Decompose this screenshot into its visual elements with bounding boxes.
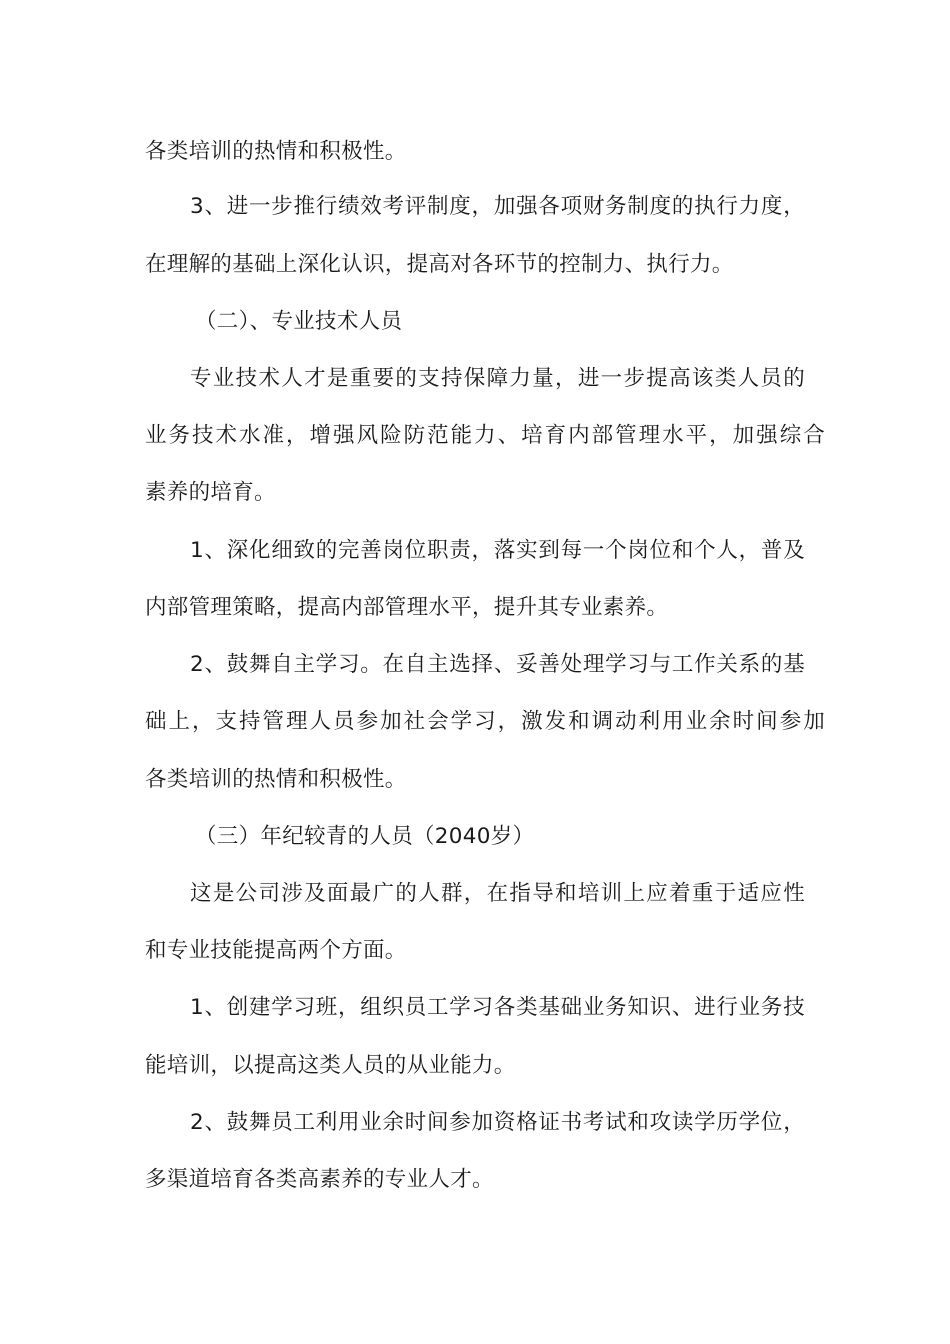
- text-line: 和专业技能提高两个方面。: [145, 938, 407, 963]
- text-line: 内部管理策略，提高内部管理水平，提升其专业素养。: [145, 595, 669, 620]
- text-line: 3、进一步推行绩效考评制度，加强各项财务制度的执行力度，: [190, 194, 805, 219]
- text-line: 础上，支持管理人员参加社会学习，激发和调动利用业余时间参加: [145, 709, 825, 734]
- text-line: 专业技术人才是重要的支持保障力量，进一步提高该类人员的: [190, 366, 805, 391]
- text-line: 素养的培育。: [145, 480, 276, 505]
- text-line: 各类培训的热情和积极性。: [145, 139, 407, 164]
- text-line: 2、鼓舞员工利用业余时间参加资格证书考试和攻读学历学位，: [190, 1110, 805, 1135]
- text-line: 在理解的基础上深化认识，提高对各环节的控制力、执行力。: [145, 252, 734, 277]
- text-line: 这是公司涉及面最广的人群，在指导和培训上应着重于适应性: [190, 881, 805, 906]
- text-line: 1、深化细致的完善岗位职责，落实到每一个岗位和个人，普及: [190, 538, 805, 563]
- text-line: 业务技术水准，增强风险防范能力、培育内部管理水平，加强综合: [145, 423, 825, 448]
- text-line: 各类培训的热情和积极性。: [145, 767, 407, 792]
- section-heading: （二）、专业技术人员: [195, 309, 403, 334]
- section-heading: （三）年纪较青的人员（2040岁）: [195, 824, 535, 849]
- text-line: 能培训，以提高这类人员的从业能力。: [145, 1053, 516, 1078]
- text-line: 2、鼓舞自主学习。在自主选择、妥善处理学习与工作关系的基: [190, 652, 805, 677]
- text-line: 1、创建学习班，组织员工学习各类基础业务知识、进行业务技: [190, 995, 805, 1020]
- text-line: 多渠道培育各类高素养的专业人才。: [145, 1167, 494, 1192]
